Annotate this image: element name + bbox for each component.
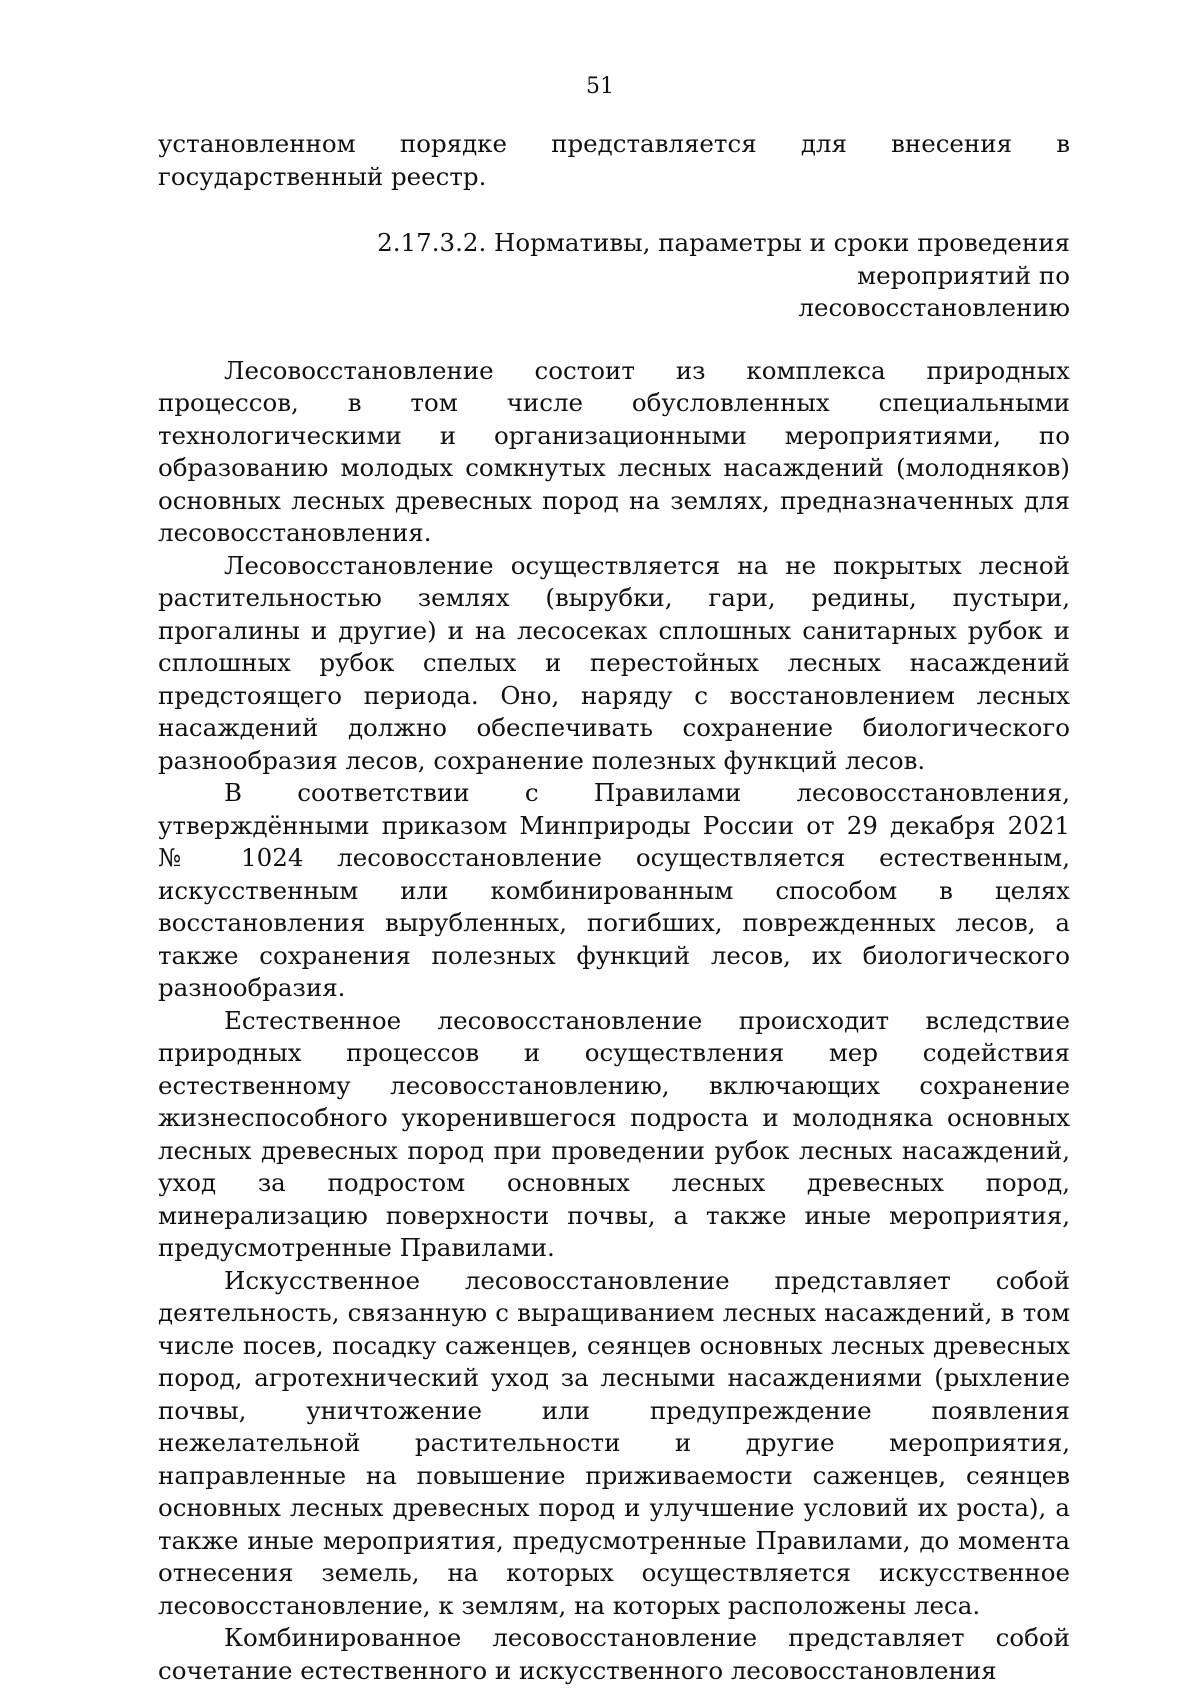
document-body <box>158 128 1070 1687</box>
paragraph-combined-reforestation: Комбинированное лесовосстановление представляет собой сочетание естественного и искусственного лесовосстановления <box>158 1623 1070 1685</box>
paragraph-reforestation-lands: Лесовосстановление осуществляется на не покрытых лесной растительностью землях (вырубки, гари, редины, пустыри, прогалины и другие) и на лесосеках сплошных санитарных рубок и сплошных рубок спелых и перестойных лесных насаждений предстоящего периода. Оно, наряду с восстановлением лесных насаждений должно обеспечивать сохранение биологического разнообразия лесов, сохранение полезных функций лесов. <box>158 550 1070 775</box>
section-heading-line-2: лесовосстановлению <box>798 293 1070 322</box>
lead-paragraph: установленном порядке представляется для внесения в государственный реестр. <box>158 129 1070 191</box>
section-heading-line-1: 2.17.3.2. Нормативы, параметры и сроки проведения мероприятий по <box>377 228 1070 290</box>
paragraph-artificial-reforestation: Искусственное лесовосстановление представляет собой деятельность, связанную с выращиванием лесных насаждений, в том числе посев, посадку саженцев, сеянцев основных лесных древесных пород, агротехнический уход за лесными насаждениями (рыхление почвы, уничтожение или предупреждение появления нежелательной растительности и другие мероприятия, направленные на повышение приживаемости саженцев, сеянцев основных лесных древесных пород и улучшение условий их роста), а также иные мероприятия, предусмотренные Правилами, до момента отнесения земель, на которых осуществляется искусственное лесовосстановление, к землям, на которых расположены леса. <box>158 1265 1070 1620</box>
paragraph-reforestation-definition: Лесовосстановление состоит из комплекса природных процессов, в том числе обусловленных специальными технологическими и организационными мероприятиями, по образованию молодых сомкнутых лесных насаждений (молодняков) основных лесных древесных пород на землях, предназначенных для лесовосстановления. <box>158 355 1070 547</box>
paragraph-natural-reforestation: Естественное лесовосстановление происходит вследствие природных процессов и осуществления мер содействия естественному лесовосстановлению, включающих сохранение жизнеспособного укоренившегося подроста и молодняка основных лесных древесных пород при проведении рубок лесных насаждений, уход за подростом основных лесных древесных пород, минерализацию поверхности почвы, а также иные мероприятия, предусмотренные Правилами. <box>158 1005 1070 1262</box>
section-heading <box>158 227 1070 325</box>
paragraph-reforestation-rules: В соответствии с Правилами лесовосстановления, утверждёнными приказом Минприроды России от 29 декабря 2021 № 1024 лесовосстановление осуществляется естественным, искусственным или комбинированным способом в целях восстановления вырубленных, погибших, поврежденных лесов, а также сохранения полезных функций лесов, их биологического разнообразия. <box>158 778 1070 1002</box>
page-number: 51 <box>586 74 614 99</box>
